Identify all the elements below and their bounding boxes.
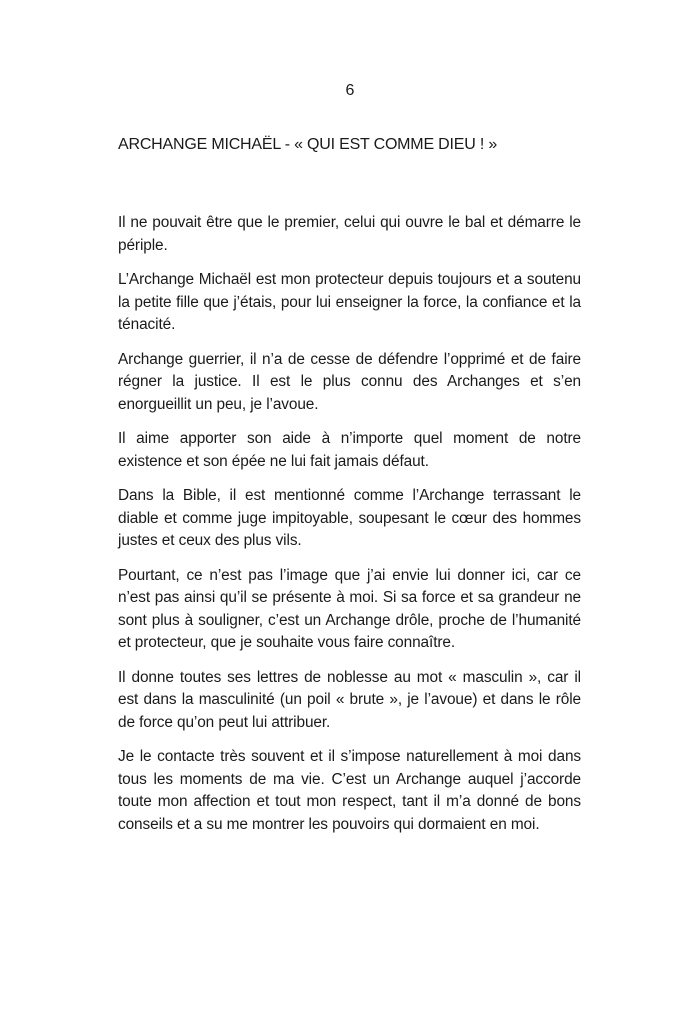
chapter-title: ARCHANGE MICHAËL - « QUI EST COMME DIEU ! » xyxy=(118,136,498,153)
paragraph-3: Archange guerrier, il n’a de cesse de défendre l’opprimé et de faire régner la justice. Il est le plus connu des Archanges et s’en enorgueillit un peu, je l’avoue. xyxy=(118,350,581,413)
paragraph-6: Pourtant, ce n’est pas l’image que j’ai envie lui donner ici, car ce n’est pas ainsi qu’il se présente à moi. Si sa force et sa grandeur ne sont plus à souligner, c’est un Archange drôle, proche de l’humanité et protecteur, que je souhaite vous faire connaître. xyxy=(118,566,581,651)
paragraph-5: Dans la Bible, il est mentionné comme l’Archange terrassant le diable et comme juge impitoyable, soupesant le cœur des hommes justes et ceux des plus vils. xyxy=(118,487,581,549)
page-number: 6 xyxy=(345,82,355,99)
paragraph-8: Je le contacte très souvent et il s’impose naturellement à moi dans tous les moments de ma vie. C’est un Archange auquel j’accorde toute mon affection et tout mon respect, tant il m’a donné de bons conseils et a su me montrer les pouvoirs qui dormaient en moi. xyxy=(118,748,581,833)
paragraph-4: Il aime apporter son aide à n’importe quel moment de notre existence et son épée ne lui fait jamais défaut. xyxy=(118,430,581,470)
paragraph-1: Il ne pouvait être que le premier, celui qui ouvre le bal et démarre le périple. xyxy=(118,214,581,254)
paragraph-7: Il donne toutes ses lettres de noblesse au mot « masculin », car il est dans la masculinité (un poil « brute », je l’avoue) et dans le rôle de force qu’on peut lui attribuer. xyxy=(118,668,581,731)
body-text xyxy=(118,212,581,848)
paragraph-2: L’Archange Michaël est mon protecteur depuis toujours et a soutenu la petite fille que j’étais, pour lui enseigner la force, la confiance et la ténacité. xyxy=(118,271,581,333)
